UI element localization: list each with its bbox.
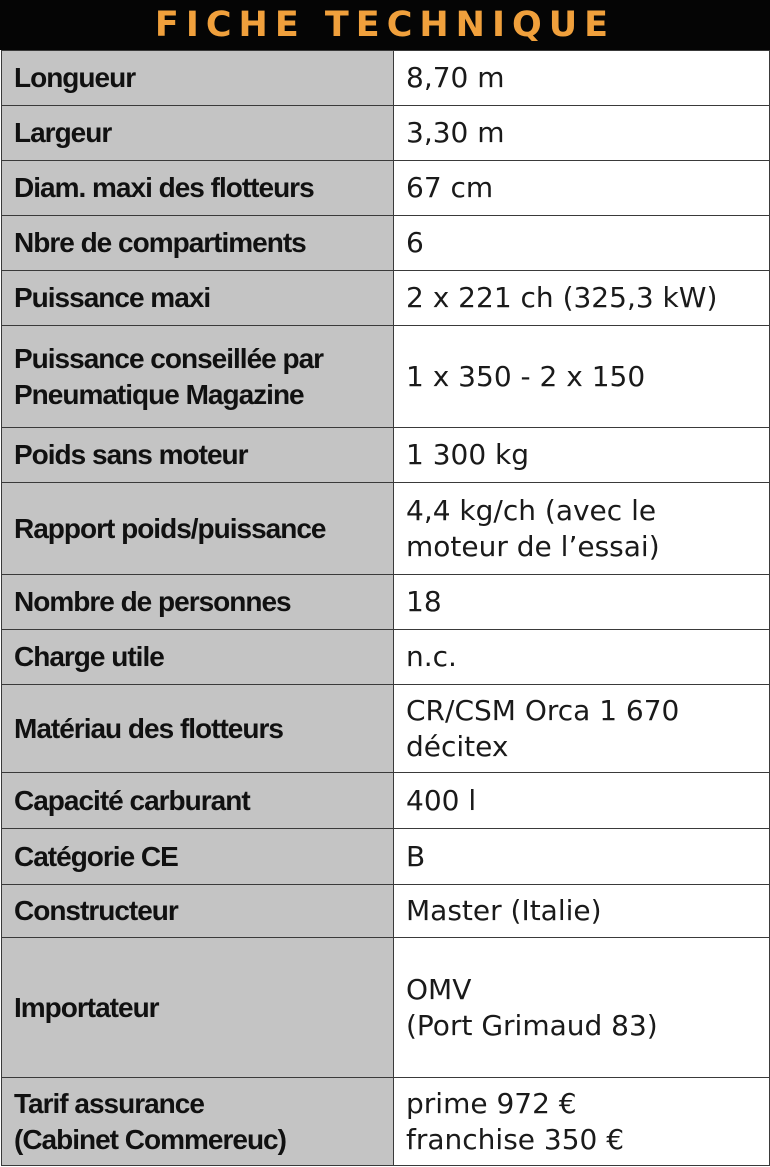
spec-label-line: Rapport poids/puissance [14, 512, 326, 544]
spec-row [2, 51, 770, 106]
spec-row [2, 938, 770, 1078]
spec-label [2, 773, 394, 829]
spec-value [394, 216, 770, 271]
spec-label-line: Pneumatique Magazine [14, 378, 304, 410]
spec-value-line: moteur de l’essai) [406, 529, 660, 563]
spec-value-line: prime 972 € [406, 1086, 577, 1120]
spec-value [394, 161, 770, 216]
spec-table-body [2, 51, 770, 1166]
spec-label [2, 216, 394, 271]
spec-row [2, 161, 770, 216]
spec-value-line: n.c. [406, 640, 457, 673]
spec-row [2, 428, 770, 483]
spec-value [394, 938, 770, 1078]
spec-label-line: Poids sans moteur [14, 439, 248, 470]
spec-value-line: décitex [406, 729, 509, 763]
spec-row [2, 1078, 770, 1166]
spec-row [2, 829, 770, 885]
spec-table [1, 50, 770, 1166]
spec-value-line: Master (Italie) [406, 894, 602, 927]
spec-value-line: B [406, 839, 426, 873]
spec-row [2, 271, 770, 326]
spec-value [394, 829, 770, 885]
spec-value [394, 630, 770, 685]
spec-label-line: (Cabinet Commereuc) [14, 1123, 286, 1155]
spec-label [2, 630, 394, 685]
spec-label [2, 685, 394, 773]
spec-label-line: Matériau des flotteurs [14, 712, 283, 744]
sheet-title: FICHE TECHNIQUE [0, 0, 770, 50]
spec-row [2, 483, 770, 575]
spec-row [2, 216, 770, 271]
spec-value [394, 106, 770, 161]
spec-value [394, 428, 770, 483]
spec-label-line: Diam. maxi des flotteurs [14, 172, 314, 203]
spec-value [394, 1078, 770, 1166]
spec-label-line: Longueur [14, 62, 136, 93]
spec-label-line: Puissance conseillée par [14, 342, 324, 374]
spec-value-line: 1 300 kg [406, 438, 530, 471]
spec-label-line: Nbre de compartiments [14, 227, 306, 258]
spec-value-line: 4,4 kg/ch (avec le [406, 493, 657, 527]
spec-value [394, 51, 770, 106]
spec-label [2, 326, 394, 428]
spec-row [2, 630, 770, 685]
spec-value-line: 18 [406, 585, 442, 618]
spec-value [394, 575, 770, 630]
spec-value-line: 67 cm [406, 171, 494, 204]
spec-label [2, 271, 394, 326]
spec-label-line: Nombre de personnes [14, 586, 291, 617]
spec-label-line: Catégorie CE [14, 840, 178, 872]
spec-value [394, 326, 770, 428]
spec-label [2, 483, 394, 575]
spec-value [394, 483, 770, 575]
spec-row [2, 885, 770, 938]
spec-label [2, 428, 394, 483]
spec-label [2, 1078, 394, 1166]
spec-value-line: 6 [406, 226, 424, 259]
spec-row [2, 575, 770, 630]
spec-value-line: 1 x 350 - 2 x 150 [406, 359, 646, 393]
spec-value [394, 773, 770, 829]
spec-label-line: Tarif assurance [14, 1087, 204, 1119]
spec-value-line: 3,30 m [406, 116, 505, 149]
spec-label [2, 106, 394, 161]
spec-value-line: 2 x 221 ch (325,3 kW) [406, 281, 718, 314]
spec-label-line: Puissance maxi [14, 282, 211, 313]
spec-row [2, 685, 770, 773]
spec-value-line: (Port Grimaud 83) [406, 1008, 658, 1042]
spec-label-line: Constructeur [14, 895, 178, 926]
spec-value [394, 685, 770, 773]
spec-value-line: OMV [406, 972, 472, 1006]
spec-value-line: CR/CSM Orca 1 670 [406, 693, 680, 727]
spec-value-line: 8,70 m [406, 61, 505, 94]
spec-label [2, 885, 394, 938]
spec-value [394, 885, 770, 938]
spec-label-line: Capacité carburant [14, 784, 250, 816]
spec-label-line: Importateur [14, 991, 159, 1023]
spec-row [2, 106, 770, 161]
spec-label-line: Charge utile [14, 641, 164, 672]
spec-label [2, 829, 394, 885]
spec-value [394, 271, 770, 326]
spec-label [2, 51, 394, 106]
spec-label [2, 161, 394, 216]
spec-row [2, 326, 770, 428]
spec-label [2, 575, 394, 630]
spec-label-line: Largeur [14, 117, 112, 148]
spec-row [2, 773, 770, 829]
spec-value-line: 400 l [406, 783, 477, 817]
spec-value-line: franchise 350 € [406, 1122, 625, 1156]
spec-label [2, 938, 394, 1078]
